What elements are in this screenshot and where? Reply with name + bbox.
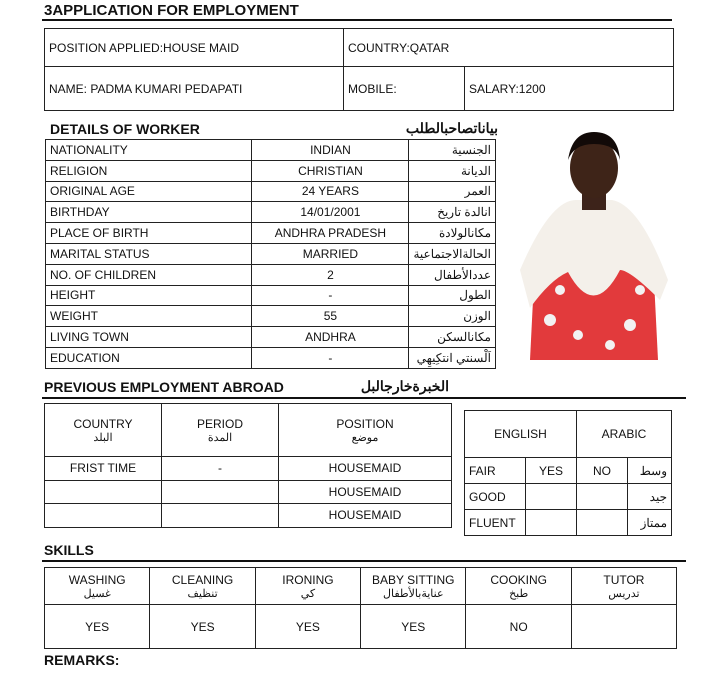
skill-label: CLEANING — [171, 572, 234, 587]
detail-value: CHRISTIAN — [252, 160, 409, 181]
details-row — [46, 306, 496, 327]
detail-value: - — [252, 347, 409, 368]
skill-header — [571, 568, 676, 605]
detail-arabic-label: انالدة تاريخ — [409, 202, 496, 223]
previous-underline — [42, 397, 686, 399]
skill-label: BABY SITTING — [372, 572, 455, 587]
skill-label: COOKING — [490, 572, 547, 587]
arabic-level-value — [577, 484, 628, 510]
detail-value: 24 YEARS — [252, 181, 409, 202]
skill-label-arabic: طبخ — [509, 587, 529, 600]
employment-cell: HOUSEMAID — [279, 457, 452, 481]
details-row — [46, 347, 496, 368]
detail-label: EDUCATION — [46, 347, 252, 368]
language-row — [465, 510, 672, 536]
previous-employment-table — [44, 403, 452, 528]
col-period — [162, 404, 279, 457]
detail-label: NATIONALITY — [46, 140, 252, 161]
skill-label: TUTOR — [603, 572, 645, 587]
language-level: GOOD — [465, 484, 526, 510]
detail-value: ANDHRA PRADESH — [252, 223, 409, 244]
previous-employment-heading: PREVIOUS EMPLOYMENT ABROAD — [44, 379, 284, 395]
arabic-level-value: NO — [577, 458, 628, 484]
skill-label-arabic: كي — [300, 587, 316, 600]
detail-label: HEIGHT — [46, 285, 252, 306]
details-row — [46, 140, 496, 161]
detail-value: - — [252, 285, 409, 306]
details-row — [46, 243, 496, 264]
applicant-photo — [520, 130, 668, 360]
skill-value — [571, 605, 676, 649]
col-position — [279, 404, 452, 457]
language-row — [465, 484, 672, 510]
details-row — [46, 160, 496, 181]
details-heading: DETAILS OF WORKER — [50, 121, 200, 137]
skill-label-arabic: عنايةبالأطفال — [383, 587, 444, 600]
remarks-label: REMARKS: — [44, 652, 120, 668]
skills-heading: SKILLS — [44, 542, 94, 558]
detail-arabic-label: الوزن — [409, 306, 496, 327]
details-row — [46, 202, 496, 223]
employment-cell: HOUSEMAID — [279, 480, 452, 504]
employment-row — [45, 504, 452, 528]
english-level-value: YES — [526, 458, 577, 484]
col-position-arabic: موضع — [351, 431, 379, 444]
salary-field: SALARY:1200 — [465, 67, 674, 111]
arabic-level-value — [577, 510, 628, 536]
skill-label: IRONING — [282, 572, 334, 587]
detail-arabic-label: اَلْسنتي انتكِيهِي — [409, 347, 496, 368]
title-underline — [42, 19, 672, 21]
skills-table — [44, 567, 677, 649]
detail-arabic-label: عددالأطفال — [409, 264, 496, 285]
language-level-arabic: جيد — [628, 484, 672, 510]
skill-value: YES — [150, 605, 255, 649]
detail-arabic-label: الديانة — [409, 160, 496, 181]
details-row — [46, 181, 496, 202]
language-level: FLUENT — [465, 510, 526, 536]
skill-label: WASHING — [68, 572, 126, 587]
skill-value: YES — [361, 605, 466, 649]
page-title: 3APPLICATION FOR EMPLOYMENT — [44, 2, 299, 19]
detail-arabic-label: الحالةالاجتماعية — [409, 243, 496, 264]
skill-label-arabic: تنظيف — [187, 587, 218, 600]
detail-label: ORIGINAL AGE — [46, 181, 252, 202]
language-level: FAIR — [465, 458, 526, 484]
employment-cell — [162, 504, 279, 528]
skill-header — [150, 568, 255, 605]
applicant-summary-table — [44, 28, 674, 111]
position-applied: POSITION APPLIED:HOUSE MAID — [45, 29, 344, 67]
details-row — [46, 223, 496, 244]
skill-label-arabic: غسيل — [83, 587, 111, 600]
employment-cell — [45, 504, 162, 528]
detail-value: ANDHRA — [252, 327, 409, 348]
skill-label-arabic: تدريس — [608, 587, 640, 600]
employment-cell: FRIST TIME — [45, 457, 162, 481]
col-country-arabic: البلد — [93, 431, 113, 444]
details-row — [46, 264, 496, 285]
detail-value: INDIAN — [252, 140, 409, 161]
skill-header — [45, 568, 150, 605]
applicant-name: NAME: PADMA KUMARI PEDAPATI — [45, 67, 344, 111]
language-level-arabic: ممتاز — [628, 510, 672, 536]
detail-label: LIVING TOWN — [46, 327, 252, 348]
detail-label: WEIGHT — [46, 306, 252, 327]
employment-cell: - — [162, 457, 279, 481]
detail-arabic-label: الجنسية — [409, 140, 496, 161]
skill-value: YES — [255, 605, 360, 649]
employment-cell: HOUSEMAID — [279, 504, 452, 528]
language-level-arabic: وسط — [628, 458, 672, 484]
detail-label: MARITAL STATUS — [46, 243, 252, 264]
previous-employment-heading-arabic: الخبرةخارجالبل — [360, 378, 449, 394]
skill-value: YES — [45, 605, 150, 649]
detail-arabic-label: مكانالسكن — [409, 327, 496, 348]
detail-value: 55 — [252, 306, 409, 327]
worker-details-table — [45, 139, 496, 369]
col-country — [45, 404, 162, 457]
detail-value: MARRIED — [252, 243, 409, 264]
detail-label: BIRTHDAY — [46, 202, 252, 223]
skills-underline — [42, 560, 686, 562]
details-row — [46, 327, 496, 348]
mobile-field: MOBILE: — [344, 67, 465, 111]
detail-arabic-label: الطول — [409, 285, 496, 306]
employment-cell — [45, 480, 162, 504]
language-table — [464, 410, 672, 536]
col-period-arabic: المدة — [207, 431, 233, 444]
detail-label: NO. OF CHILDREN — [46, 264, 252, 285]
details-row — [46, 285, 496, 306]
detail-arabic-label: مكانالولادة — [409, 223, 496, 244]
col-period-label: PERIOD — [196, 416, 243, 431]
detail-label: PLACE OF BIRTH — [46, 223, 252, 244]
skill-header — [255, 568, 360, 605]
country-applied: COUNTRY:QATAR — [344, 29, 674, 67]
details-heading-arabic: بياناتصاحبالطلب — [405, 120, 498, 136]
english-level-value — [526, 510, 577, 536]
employment-row — [45, 480, 452, 504]
skill-header — [466, 568, 571, 605]
col-country-label: COUNTRY — [73, 416, 133, 431]
language-row — [465, 458, 672, 484]
employment-row — [45, 457, 452, 481]
arabic-header: ARABIC — [577, 411, 672, 458]
skill-header — [361, 568, 466, 605]
employment-cell — [162, 480, 279, 504]
detail-value: 2 — [252, 264, 409, 285]
skill-value: NO — [466, 605, 571, 649]
english-header: ENGLISH — [465, 411, 577, 458]
col-position-label: POSITION — [336, 416, 394, 431]
english-level-value — [526, 484, 577, 510]
detail-value: 14/01/2001 — [252, 202, 409, 223]
detail-arabic-label: العمر — [409, 181, 496, 202]
detail-label: RELIGION — [46, 160, 252, 181]
